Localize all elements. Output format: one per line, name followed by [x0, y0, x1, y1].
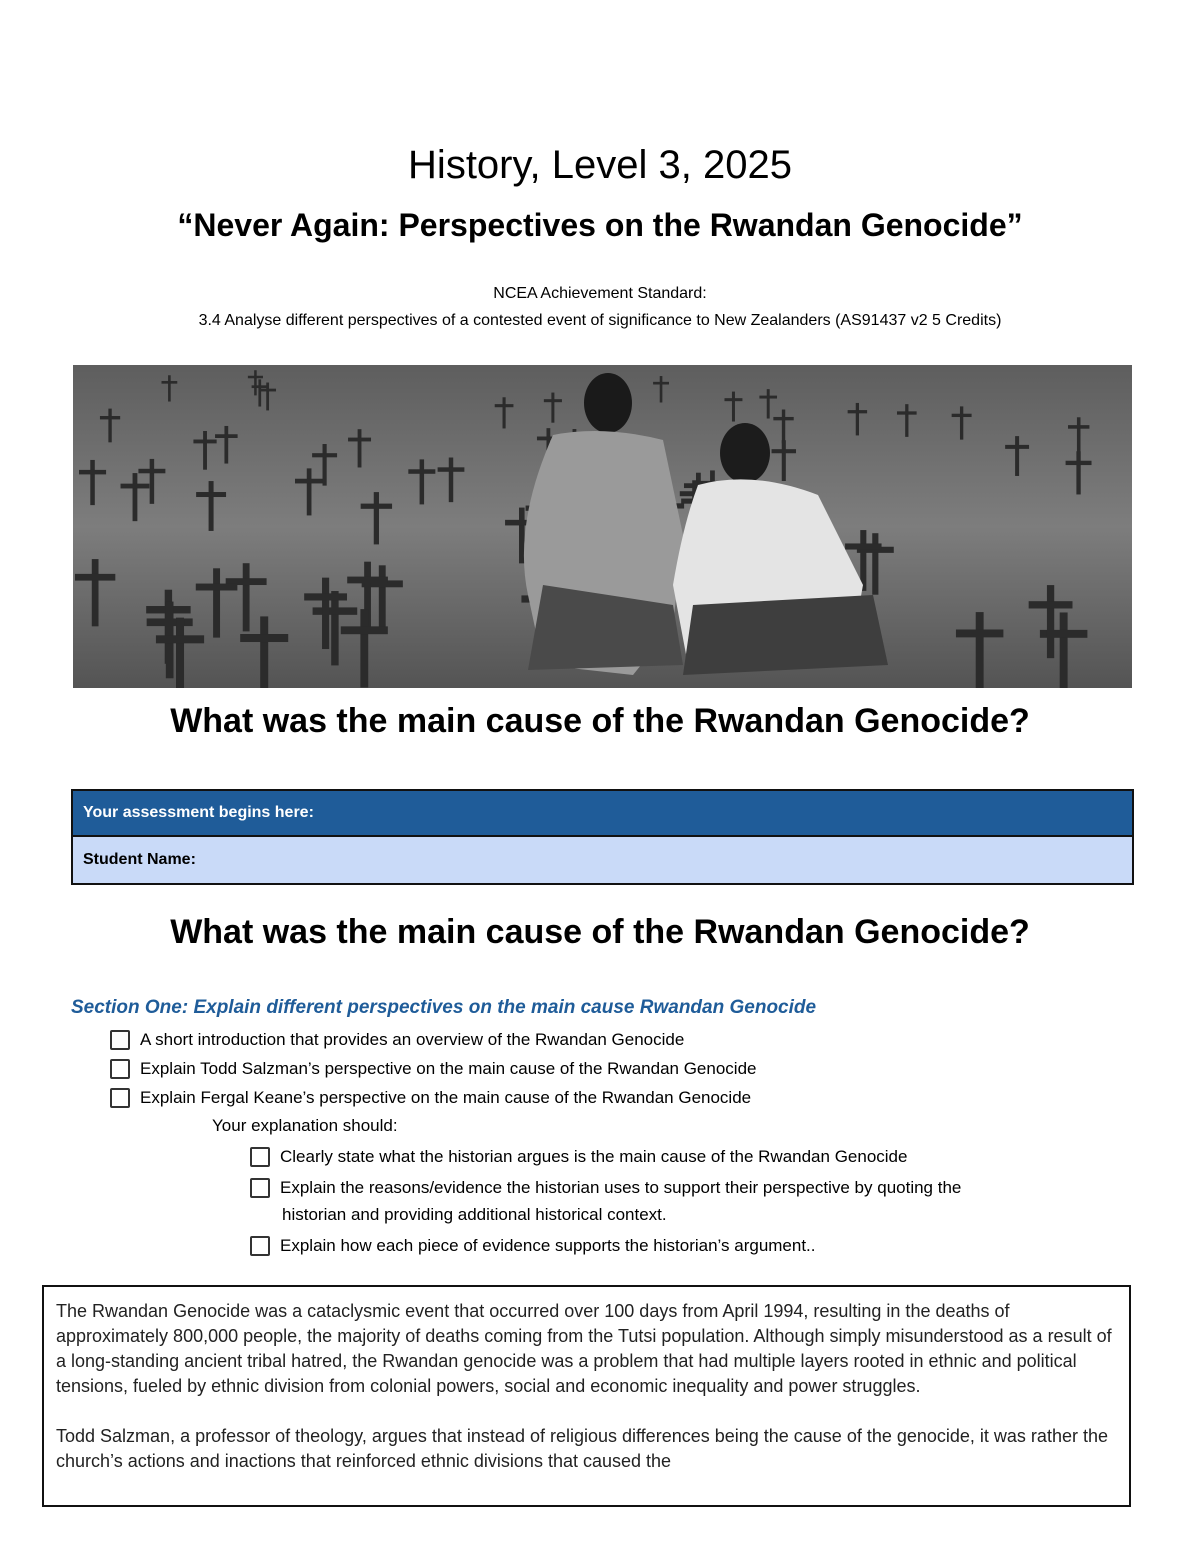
- grave-cross-bar: [193, 440, 216, 444]
- assessment-begins-row: Your assessment begins here:: [73, 791, 1132, 837]
- grave-cross-bar: [312, 453, 337, 457]
- grave-cross: [1047, 585, 1054, 658]
- grave-cross: [176, 618, 184, 688]
- grave-cross: [307, 468, 312, 515]
- grave-cross-bar: [196, 492, 226, 497]
- grave-cross-bar: [295, 479, 323, 484]
- grave-cross: [905, 404, 908, 437]
- document-subtitle: “Never Again: Perspectives on the Rwandan Genocide”: [177, 207, 1023, 243]
- answer-paragraph-1: The Rwandan Genocide was a cataclysmic event that occurred over 100 days from April 1994, resulting in the deaths of approximately 800,000 people, the majority of deaths coming from the Tutsi population. Although simply misunderstood as a result of a long-standing ancient tribal hatred, the Rwandan genocide was a problem that had multiple layers rooted in ethnic and political tensions, fueled by ethnic division from colonial powers, social and economic inequality and power struggles.: [56, 1301, 1112, 1396]
- assessment-header-table: [71, 789, 1134, 885]
- grave-cross: [254, 370, 257, 395]
- grave-cross: [203, 431, 207, 470]
- grave-cross-bar: [653, 382, 669, 385]
- main-question: What was the main cause of the Rwandan Genocide?: [170, 702, 1030, 740]
- grave-cross-bar: [897, 411, 917, 414]
- checklist-subitem-argument[interactable]: [250, 1233, 816, 1259]
- grave-cross-bar: [240, 634, 288, 642]
- checkbox-icon[interactable]: [110, 1059, 130, 1079]
- grave-cross-bar: [248, 376, 263, 379]
- checklist-item-keane[interactable]: [110, 1085, 751, 1111]
- grave-cross: [258, 379, 261, 406]
- grave-cross: [224, 426, 228, 464]
- grave-cross: [323, 444, 327, 486]
- grave-cross-bar: [196, 584, 238, 591]
- grave-cross-bar: [121, 484, 150, 489]
- grave-cross-bar: [259, 389, 276, 392]
- checklist-subitem-evidence-continued: historian and providing additional historical context.: [282, 1205, 667, 1224]
- checkbox-icon[interactable]: [250, 1178, 270, 1198]
- checklist-item-label: Explain how each piece of evidence supports the historian’s argument..: [280, 1236, 816, 1255]
- grave-cross: [90, 460, 95, 505]
- grave-cross: [660, 376, 663, 402]
- grave-cross: [960, 406, 963, 439]
- grave-cross: [519, 508, 525, 564]
- grave-cross: [358, 429, 362, 467]
- grave-cross-bar: [845, 543, 881, 549]
- grave-cross-bar: [1005, 445, 1029, 449]
- grave-cross: [322, 578, 329, 649]
- grave-cross: [976, 612, 984, 688]
- checklist-item-label: Explain Todd Salzman’s perspective on the main cause of the Rwandan Genocide: [140, 1059, 757, 1078]
- grave-cross-bar: [1066, 461, 1092, 465]
- grave-cross-bar: [156, 635, 204, 643]
- grave-cross: [108, 409, 111, 443]
- grave-cross: [168, 375, 171, 401]
- memorial-photo: [73, 365, 1132, 688]
- grave-cross-bar: [341, 626, 388, 634]
- grave-cross: [374, 492, 379, 544]
- grave-cross: [379, 565, 386, 634]
- grave-cross-bar: [304, 593, 347, 600]
- grave-cross-bar: [724, 398, 742, 401]
- answer-text-area[interactable]: [42, 1285, 1131, 1507]
- checklist-subitem-evidence[interactable]: [250, 1175, 961, 1201]
- grave-cross: [1015, 436, 1019, 476]
- grave-cross-bar: [1068, 425, 1089, 429]
- grave-cross: [856, 403, 859, 435]
- grave-cross: [260, 616, 268, 688]
- checklist-item-salzman[interactable]: [110, 1056, 756, 1082]
- grave-cross-bar: [952, 414, 972, 417]
- grave-cross-bar: [138, 469, 165, 473]
- grave-cross: [1077, 417, 1081, 453]
- grave-cross: [360, 609, 368, 687]
- grave-cross: [503, 397, 506, 428]
- answer-paragraph-2: Todd Salzman, a professor of theology, argues that instead of religious differences being the cause of the genocide, it was rather the church’s actions and inactions that reinforced ethnic divisions that caused the: [56, 1426, 1108, 1471]
- section-one-heading: Section One: Explain different perspectives on the main cause Rwandan Genocide: [71, 997, 817, 1018]
- grave-cross: [449, 458, 453, 503]
- grave-cross: [420, 459, 425, 504]
- grave-cross-bar: [773, 417, 793, 420]
- grave-cross-bar: [348, 438, 371, 442]
- grave-cross: [209, 481, 214, 531]
- grave-cross: [872, 533, 878, 594]
- grave-cross-bar: [215, 434, 238, 438]
- grave-cross: [1060, 612, 1068, 688]
- grave-cross: [782, 409, 785, 443]
- grave-cross-bar: [438, 467, 465, 471]
- grave-cross-bar: [161, 381, 177, 384]
- checkbox-icon[interactable]: [250, 1236, 270, 1256]
- grave-cross: [732, 392, 735, 422]
- grave-cross-bar: [495, 404, 514, 407]
- grave-cross-bar: [848, 410, 867, 413]
- checklist-subitem-state-cause[interactable]: [250, 1144, 907, 1170]
- grave-cross-bar: [347, 577, 388, 584]
- checkbox-icon[interactable]: [110, 1030, 130, 1050]
- grave-cross: [782, 440, 786, 481]
- grave-cross-bar: [147, 618, 193, 626]
- grave-cross-bar: [772, 449, 796, 453]
- student-name-row[interactable]: Student Name:: [73, 837, 1132, 883]
- grave-cross: [243, 563, 250, 631]
- main-question-repeat: What was the main cause of the Rwandan Genocide?: [170, 913, 1030, 951]
- grave-cross: [92, 559, 99, 626]
- checkbox-icon[interactable]: [110, 1088, 130, 1108]
- document-title: History, Level 3, 2025: [408, 143, 792, 187]
- checklist-item-introduction[interactable]: [110, 1027, 684, 1053]
- explanation-intro: Your explanation should:: [212, 1116, 398, 1135]
- checkbox-icon[interactable]: [250, 1147, 270, 1167]
- grave-cross-bar: [361, 504, 392, 509]
- checklist-item-label: Explain Fergal Keane’s perspective on the main cause of the Rwandan Genocide: [140, 1088, 752, 1107]
- standard-text: 3.4 Analyse different perspectives of a contested event of significance to New Zealanders (AS91437 v2 5 Credits): [198, 312, 1002, 329]
- grave-cross: [551, 393, 554, 423]
- grave-cross-bar: [313, 607, 358, 614]
- grave-cross: [767, 389, 770, 418]
- grave-cross-bar: [252, 385, 268, 388]
- grave-cross-bar: [759, 396, 777, 399]
- grave-cross-bar: [79, 470, 106, 475]
- grave-cross: [150, 459, 154, 504]
- grave-cross: [213, 568, 220, 637]
- grave-cross: [133, 473, 138, 521]
- grave-cross-bar: [75, 574, 115, 581]
- grave-cross: [1076, 451, 1080, 494]
- grave-cross-bar: [100, 416, 120, 419]
- checklist-item-label: Clearly state what the historian argues is the main cause of the Rwandan Genocide: [280, 1147, 908, 1166]
- grave-cross: [331, 591, 338, 665]
- standard-label: NCEA Achievement Standard:: [493, 285, 707, 302]
- grave-cross-bar: [956, 629, 1003, 637]
- grave-cross-bar: [408, 469, 435, 474]
- grave-cross-bar: [1029, 601, 1073, 608]
- grave-cross-bar: [544, 399, 562, 402]
- checklist-item-label: A short introduction that provides an overview of the Rwandan Genocide: [140, 1030, 685, 1049]
- checklist-item-label: Explain the reasons/evidence the historian uses to support their perspective by quoting the: [280, 1178, 962, 1197]
